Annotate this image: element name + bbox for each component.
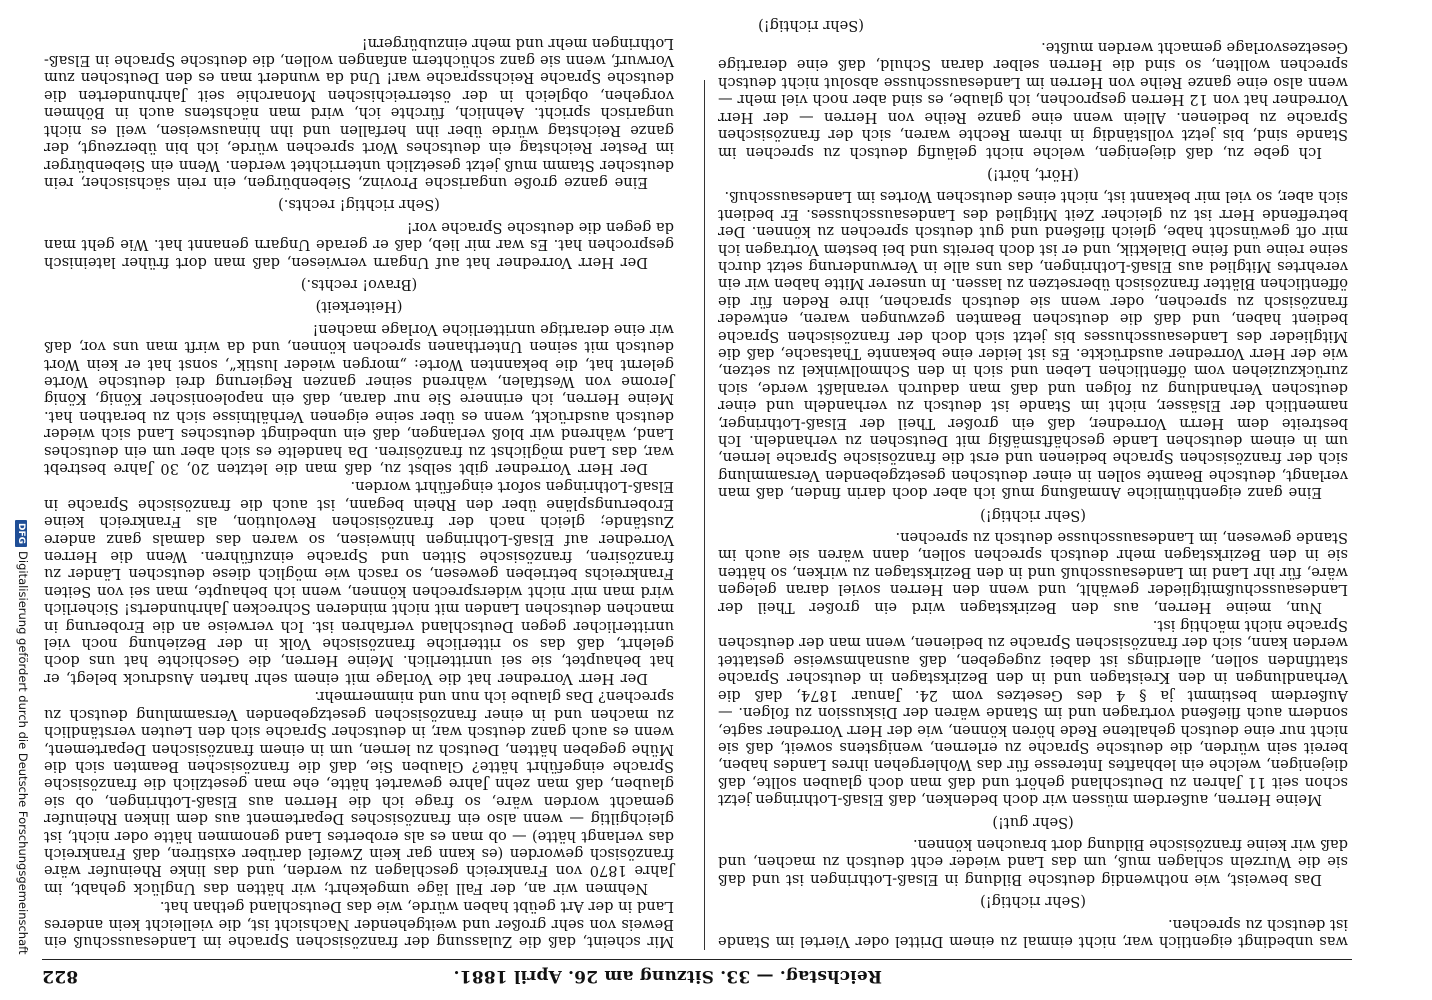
text-column-right: [44, 34, 674, 950]
interjection: (Heiterkeit): [315, 298, 403, 316]
paragraph: Der Herr Vorredner hat die Vorlage mit einem sehr harten Ausdruck belegt, er hat behauptet, sie sei unritterlich. Meine Herren, die Geschichte hat uns doch gelehrt, daß das so ritterliche französische Volk in der Beziehung noch viel unritterlicher gegen Deutschland verfahren ist. Ich verweise an die Eroberung in manchen deutschen Landen mit nicht minderen Schrecken Jahrhunderts! Sicherlich wird man mir nicht widersprechen können, wenn ich behaupte, man sei von Seiten Frankreichs betrieben gewesen, so rasch wie möglich diese deutschen Länder zu französiren, französische Sitten und Sprache einzuführen. Wenn die Herren Vorredner auf Elsaß-Lothringen hinweisen, so waren das damals ganz andere Zustände; gleich nach der französischen Revolution, als Frankreich keine Eroberungspläne über den Rhein begann, ist auch die französische Sprache in Elsaß-Lothringen sofort eingeführt worden.: [44, 478, 674, 687]
paragraph: Nehmen wir an, der Fall läge umgekehrt; wir hätten das Unglück gehabt, im Jahre 1870 von Frankreich geschlagen zu werden, und das linke Rheinufer wäre französisch geworden (es kann gar kein Zweifel darüber existiren, daß Frankreich das verlangt hätte) — ob man es als erobertes Land genommen hätte oder nicht, ist gleichgiltig — wenn also ein französisches Departement aus dem linken Rheinufer gemacht worden wäre, so frage ich die Herren aus Elsaß-Lothringen, ob sie glauben, daß man zehn Jahre gewartet hätte, ehe man gesetzlich die französische Sprache eingeführt hätte? Glauben Sie, daß die französischen Beamten sich die Mühe gegeben hätten, Deutsch zu lernen, um in einem französischen Departement, wenn es auch ganz deutsch war, in deutscher Sprache sich den Leuten verständlich zu machen und in einer französischen gesetzgebenden Versammlung deutsch zu sprechen? Das glaube ich nun und nimmermehr.: [44, 688, 674, 897]
paragraph: Nun, meine Herren, aus den Bezirkstagen wird ein großer Theil der Landesausschußmitglieder gewählt, und wenn den Herren soviel daran gelegen wäre, für ihr Land im Landesausschuß und in den Bezirkstagen zu wirken, so hätten sie in den Bezirkstagen mehr deutsch sprechen sollen, dann wären sie auch im Stande gewesen, im Landesausschusse deutsch zu sprechen.: [718, 529, 1348, 616]
paragraph: Der Herr Vorredner hat auf Ungarn verwiesen, daß man dort früher lateinisch gesprochen hat. Es war mir lieb, daß er gerade Ungarn genannt hat. Wie geht man da gegen die deutsche Sprache vor!: [44, 218, 674, 271]
credit-text: Digitalisierung gefördert durch die Deutsche Forschungsgemeinschaft: [16, 551, 30, 955]
digitization-credit: [15, 520, 30, 980]
text-column-left: [718, 16, 1348, 950]
column-divider: [704, 80, 705, 950]
interjection: (Sehr richtig!): [758, 16, 864, 34]
paragraph: Mir scheint, daß die Zulassung der französischen Sprache im Landesausschuß ein Beweis von sehr großer und weitgehender Nachsicht ist, die vielleicht kein anderes Land in der Art geübt haben würde, wie das Deutschland gethan hat.: [44, 898, 674, 950]
page-header: [42, 964, 1352, 986]
page-number: 822: [42, 966, 79, 986]
interjection: (Hört, hört!): [987, 165, 1079, 183]
paragraph: was unbedingt eigentlich war, nicht einmal zu einem Drittel oder Viertel im Stande ist deutsch zu sprechen.: [718, 915, 1348, 950]
interjection: (Bravo! rechts.): [300, 275, 418, 293]
paragraph: Das beweist, wie nothwendig deutsche Bildung in Elsaß-Lothringen ist und daß sie die Wurzeln schlagen muß, um das Land wieder echt deutsch zu machen, und daß wir keine französische Bildung dort brauchen können.: [718, 835, 1348, 888]
paragraph: Eine ganz eigenthümliche Anmaßung muß ich aber doch darin finden, daß man verlangt, deutsche Beamte sollen in einer deutschen gesetzgebenden Versammlung sich der französischen Sprache bedienen und erst die französische Sprache lernen, um in einem deutschen Lande geschäftsmäßig mit Deutschen zu verhandeln. Ich bestreite dem Herrn Vorredner, daß ein großer Theil der Elsaß-Lothringer, namentlich der Elsässer, nicht im Stande ist deutsch zu verhandeln und einer deutschen Verhandlung zu folgen und daß man dadurch veranlaßt werde, sich zurückzuziehen vom öffentlichen Leben und sich in den Schmollwinkel zu setzen, wie der Herr Vorredner ausdrückte. Es ist leider eine bekannte Thatsache, daß die Mitglieder des Landesausschusses bis jetzt sich doch der französischen Sprache bedient haben, und daß die deutschen Beamten gezwungen waren, entweder französisch zu sprechen, oder wenn sie deutsch sprachen, ihre Reden für die öffentlichen Blätter französisch übersetzen zu lassen. In unserer Mitte haben wir ein verehrtes Mitglied aus Elsaß-Lothringen, das uns alle in Verwunderung setzt durch seine reine und feine Dialektik, und er ist doch bereits und bei bestem Vortragen ich mir oft gewünscht habe, gleich fließend und gut deutsch sprechen zu können. Der betreffende Herr ist zu gleicher Zeit Mitglied des Landesausschusses. Er bedient sich aber, so viel mir bekannt ist, nicht eines deutschen Wortes im Landesausschuß.: [718, 188, 1348, 502]
header-rule: [42, 959, 1352, 960]
paragraph: Der Herr Vorredner gibt selbst zu, daß man die letzten 20, 30 Jahre bestrebt war, das Land möglichst zu französiren. Da handelte es sich aber um ein deutsches Land, während wir bloß verlangen, daß ein unbedingt deutsches Land sich wieder deutsch ausdrückt, wenn es über seine eigenen Verhältnisse sich zu berathen hat. Meine Herren, ich erinnere Sie nur daran, daß ein napoleonischer König, König Jerome von Westfalen, während seiner ganzen Regierung drei deutsche Worte gelernt hat, die bekannten Worte: „morgen wieder lustik“, sonst hat er kein Wort deutsch mit seinen Unterthanen sprechen können, und da wirft man uns vor, daß wir eine derartige unritterliche Vorlage machen!: [44, 320, 674, 478]
interjection: (Sehr richtig!): [980, 893, 1086, 911]
interjection: (Sehr richtig! rechts.): [278, 196, 440, 214]
paragraph: Ich gebe zu, daß diejenigen, welche nicht geläufig deutsch zu sprechen im Stande sind, bis jetzt vollständig in ihrem Rechte waren, sich der französischen Sprache zu bedienen. Allein wenn eine ganze Reihe von Herren — der Herr Vorredner hat von 12 Herren gesprochen, ich glaube, es sind aber noch viel mehr — wenn also eine ganze Reihe von Herren im Landesausschusse absolut nicht deutsch sprechen wollten, so sind die Herren selber daran Schuld, daß eine derartige Gesetzesvorlage gemacht werden mußte.: [718, 39, 1348, 161]
interjection: (Sehr richtig!): [980, 506, 1086, 524]
paragraph: Meine Herren, außerdem müssen wir doch bedenken, daß Elsaß-Lothringen jetzt schon seit 11 Jahren zu Deutschland gehört und daß man doch glauben sollte, daß diejenigen, welche ein lebhaftes Interesse für das Wohlergehen ihres Landes haben, bereit sein würden, die deutsche Sprache zu erlernen, wenigstens soweit, daß sie nicht nur eine deutsch gehaltene Rede hören können, wie der Herr Vorredner sagte, sondern auch fließend vortragen und im Stande wären der Diskussion zu folgen. — Außerdem bestimmt ja § 4 des Gesetzes vom 24. Januar 1874, daß die Verhandlungen in den Kreistagen und in den Bezirkstagen in deutscher Sprache stattfinden sollen, allerdings ist dabei zugegeben, daß ausnahmsweise gestattet werden kann, sich der französischen Sprache zu bedienen, wenn man der deutschen Sprache nicht mächtig ist.: [718, 617, 1348, 809]
paragraph: Eine ganze große ungarische Provinz, Siebenbürgen, ein rein sächsischer, rein deutscher Stamm muß jetzt gesetzlich unterrichtet werden. Wenn ein Siebenbürger im Pester Reichstag ein deutsches Wort sprechen würde, ich bin überzeugt, der ganze Reichstag würde über ihn herfallen und ihn hinausweisen, weil es nicht ungarisch spricht. Aehnlich, fürchte ich, wird man nächstens auch in Böhmen vorgehen, obgleich in der österreichischen Monarchie seit Jahrhunderten die deutsche Sprache Reichssprache war! Und da wundert man es den Deutschen zum Vorwurf, wenn sie ganz schüchtern anfangen wollen, die deutsche Sprache in Elsaß-Lothringen mehr und mehr einzubürgern!: [44, 34, 674, 191]
running-head: Reichstag. — 33. Sitzung am 26. April 1881.: [453, 966, 882, 986]
dfg-logo: DFG: [15, 520, 27, 547]
interjection: (Sehr gut!): [992, 813, 1074, 831]
